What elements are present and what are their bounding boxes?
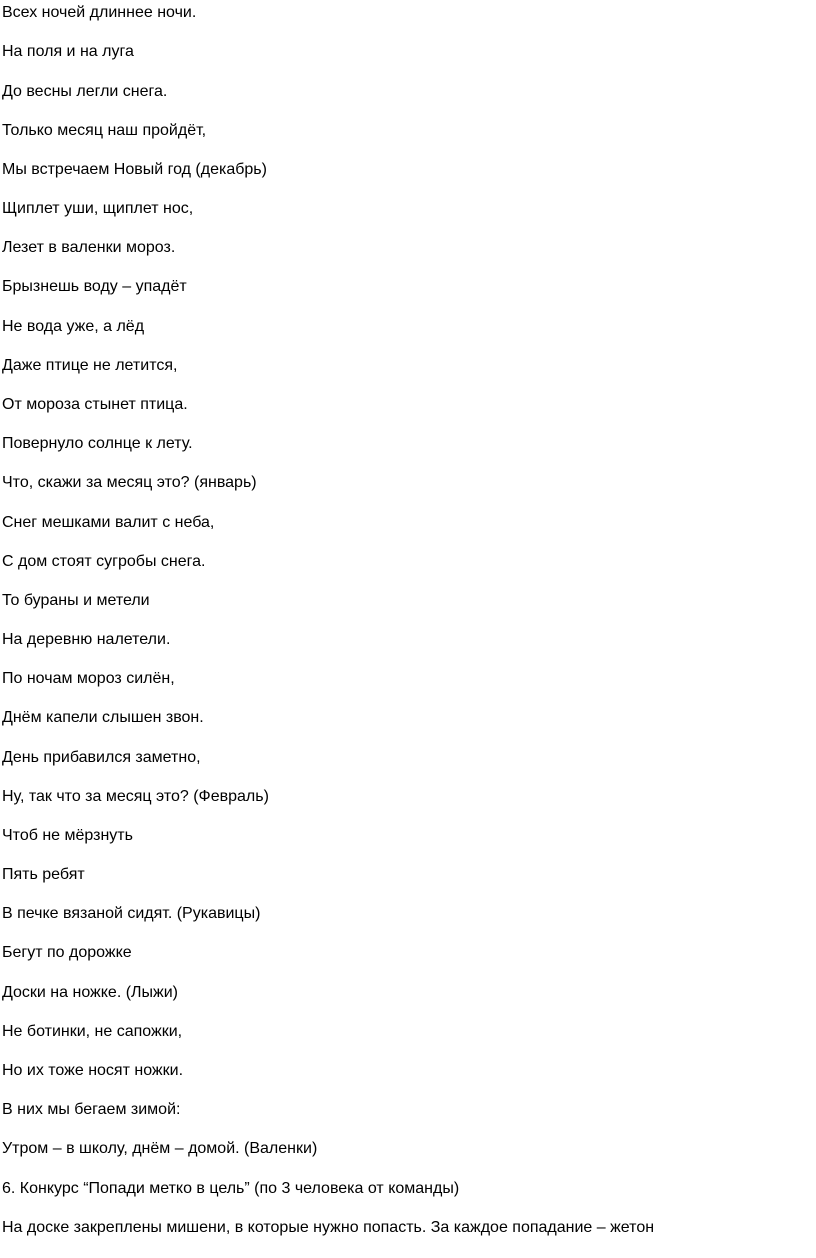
text-line: Бегут по дорожке: [2, 944, 132, 961]
text-line: День прибавился заметно,: [2, 749, 201, 766]
text-line: По ночам мороз силён,: [2, 670, 175, 687]
text-line: Не вода уже, а лёд: [2, 318, 145, 335]
text-line: Чтоб не мёрзнуть: [2, 827, 133, 844]
text-line: Утром – в школу, днём – домой. (Валенки): [2, 1140, 318, 1157]
text-line: 6. Конкурс “Попади метко в цель” (по 3 человека от команды): [2, 1180, 460, 1197]
text-line: Брызнешь воду – упадёт: [2, 278, 187, 295]
text-line: Пять ребят: [2, 866, 85, 883]
text-line: То бураны и метели: [2, 592, 150, 609]
text-line: Только месяц наш пройдёт,: [2, 122, 207, 139]
text-line: Не ботинки, не сапожки,: [2, 1023, 183, 1040]
text-line: Даже птице не летится,: [2, 357, 178, 374]
text-line: Повернуло солнце к лету.: [2, 435, 193, 452]
text-line: На доске закреплены мишени, в которые нужно попасть. За каждое попадание – жетон: [2, 1219, 655, 1236]
text-line: Щиплет уши, щиплет нос,: [2, 200, 194, 217]
text-line: На поля и на луга: [2, 43, 134, 60]
text-line: Мы встречаем Новый год (декабрь): [2, 161, 267, 178]
text-line: В печке вязаной сидят. (Рукавицы): [2, 905, 261, 922]
text-line: Всех ночей длиннее ночи.: [2, 4, 197, 21]
text-line: Снег мешками валит с неба,: [2, 514, 215, 531]
text-line: Днём капели слышен звон.: [2, 709, 204, 726]
text-line: На деревню налетели.: [2, 631, 171, 648]
text-line: Что, скажи за месяц это? (январь): [2, 474, 257, 491]
text-line: До весны легли снега.: [2, 83, 168, 100]
text-line: С дом стоят сугробы снега.: [2, 553, 206, 570]
text-line: Лезет в валенки мороз.: [2, 239, 176, 256]
text-line: Но их тоже носят ножки.: [2, 1062, 184, 1079]
text-line: От мороза стынет птица.: [2, 396, 188, 413]
text-line: В них мы бегаем зимой:: [2, 1101, 181, 1118]
text-line: Доски на ножке. (Лыжи): [2, 984, 178, 1001]
text-line: Ну, так что за месяц это? (Февраль): [2, 788, 269, 805]
